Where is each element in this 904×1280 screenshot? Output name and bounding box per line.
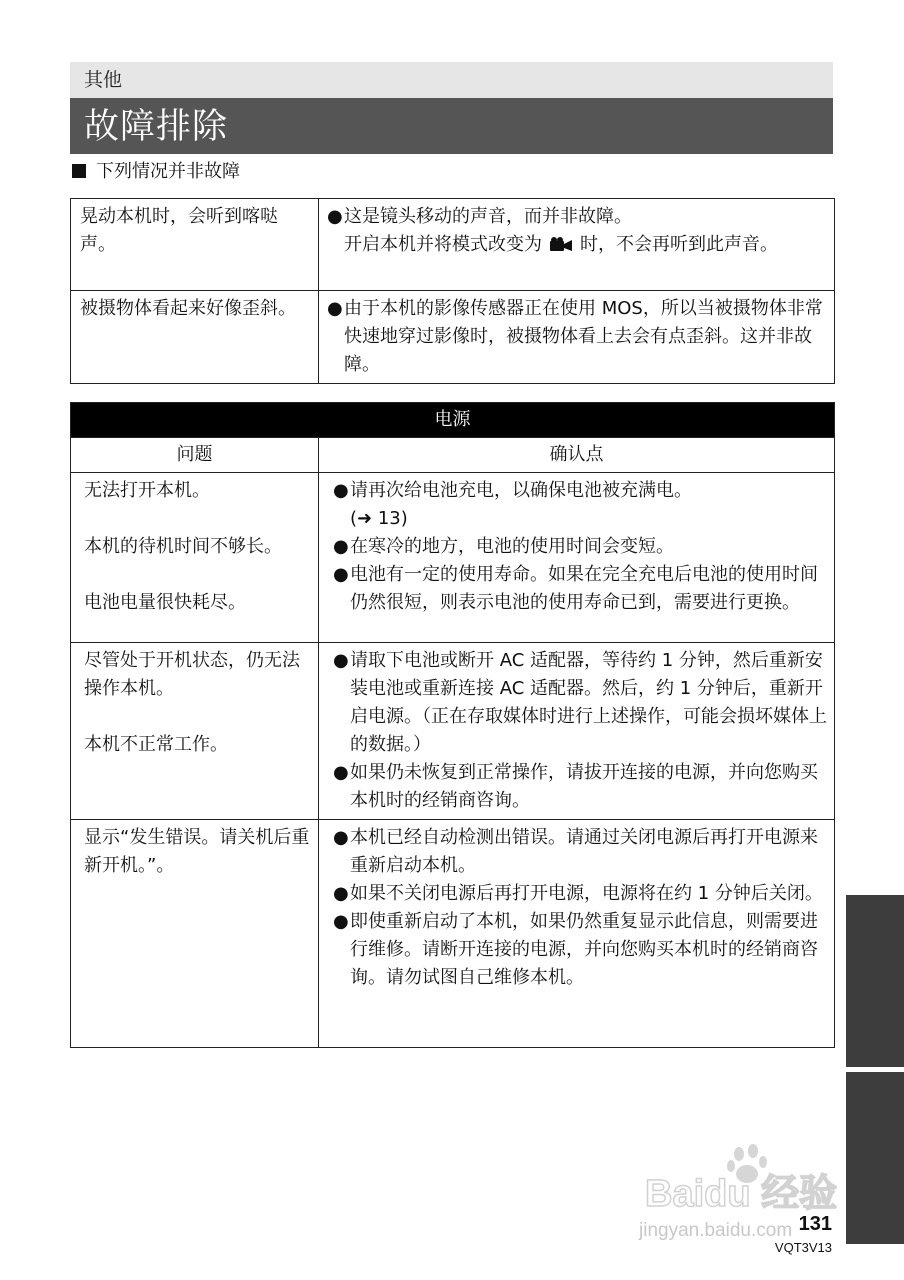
bullet-icon: ●: [333, 650, 349, 671]
question-cell: [71, 643, 319, 820]
answer-cell: [319, 291, 835, 384]
answer-text: 由于本机的影像传感器正在使用 MOS，所以当被摄物体非常快速地穿过影像时，被摄物体看上去会有点歪斜。这并非故障。: [344, 298, 823, 375]
table-row: [71, 291, 835, 384]
bullet-icon: ●: [333, 827, 349, 848]
list-item: [333, 533, 828, 561]
bullet-icon: ●: [333, 762, 349, 783]
list-item: [333, 477, 828, 533]
subheading-text: 下列情况并非故障: [96, 161, 240, 182]
column-header-check: 确认点: [319, 438, 835, 473]
list-item: [333, 647, 828, 759]
question-text: 无法打开本机。: [84, 480, 210, 501]
page-number: 131: [798, 1213, 832, 1235]
answer-text: 在寒冷的地方，电池的使用时间会变短。: [350, 536, 674, 557]
column-header-question: 问题: [71, 438, 319, 473]
list-item: [333, 759, 828, 815]
table-row: [71, 820, 835, 1048]
answer-text: 开启本机并将模式改变为: [344, 234, 542, 255]
list-item: [333, 824, 828, 880]
answer-text: 如果仍未恢复到正常操作，请拔开连接的电源，并向您购买本机时的经销商咨询。: [350, 762, 818, 811]
answer-cell: [319, 643, 835, 820]
answer-text: 即使重新启动了本机，如果仍然重复显示此信息，则需要进行维修。请断开连接的电源，并向您购买本机时的经销商咨询。请勿试图自己维修本机。: [350, 911, 818, 988]
bullet-icon: ●: [333, 536, 349, 557]
question-text: 显示“发生错误。请关机后重新开机。”。: [84, 827, 310, 876]
video-camera-icon: [550, 237, 572, 251]
bullet-icon: ●: [333, 480, 349, 501]
square-bullet-icon: [72, 164, 86, 178]
watermark-brand: Baidu 经验: [645, 1173, 838, 1215]
question-text: 电池电量很快耗尽。: [84, 592, 246, 613]
question-cell: 晃动本机时，会听到喀哒声。: [71, 199, 319, 291]
table-row: [71, 473, 835, 643]
question-cell: 被摄物体看起来好像歪斜。: [71, 291, 319, 384]
answer-text: 时，不会再听到此声音。: [580, 234, 778, 255]
bullet-icon: ●: [333, 911, 349, 932]
answer-cell: [319, 473, 835, 643]
not-faults-table: [70, 198, 835, 384]
question-cell: [71, 820, 319, 1048]
list-item: [333, 880, 828, 908]
side-tab: [846, 895, 904, 1067]
list-item: [327, 295, 828, 379]
section-label: 其他: [70, 62, 833, 98]
list-item: [327, 203, 828, 259]
question-text: 尽管处于开机状态，仍无法操作本机。: [84, 650, 300, 699]
table-row: [71, 643, 835, 820]
power-table-heading: 电源: [71, 403, 835, 438]
answer-cell: [319, 820, 835, 1048]
watermark-url: jingyan.baidu.com: [639, 1220, 793, 1240]
list-item: [333, 908, 828, 992]
answer-text: 请再次给电池充电，以确保电池被充满电。: [350, 480, 692, 501]
bullet-icon: ●: [333, 564, 349, 585]
bullet-icon: ●: [333, 883, 349, 904]
question-text: 本机的待机时间不够长。: [84, 536, 282, 557]
subheading: [72, 160, 240, 184]
bullet-icon: ●: [327, 206, 343, 227]
list-item: [333, 561, 828, 617]
answer-text: 本机已经自动检测出错误。请通过关闭电源后再打开电源来重新启动本机。: [350, 827, 818, 876]
bullet-icon: ●: [327, 298, 343, 319]
page-reference: (➜ 13): [350, 508, 408, 529]
document-code: VQT3V13: [774, 1240, 832, 1255]
answer-cell: [319, 199, 835, 291]
answer-text: 如果不关闭电源后再打开电源，电源将在约 1 分钟后关闭。: [350, 883, 823, 904]
table-row: [71, 199, 835, 291]
answer-text: 请取下电池或断开 AC 适配器，等待约 1 分钟，然后重新安装电池或重新连接 AC 适配器。然后，约 1 分钟后，重新开启电源。（正在存取媒体时进行上述操作，可能会损坏媒体上的数据。）: [350, 650, 827, 755]
answer-text: 这是镜头移动的声音，而并非故障。: [344, 206, 632, 227]
power-table: [70, 402, 835, 1048]
question-text: 本机不正常工作。: [84, 734, 228, 755]
question-cell: [71, 473, 319, 643]
page-title: 故障排除: [70, 98, 833, 154]
answer-text: 电池有一定的使用寿命。如果在完全充电后电池的使用时间仍然很短，则表示电池的使用寿命已到，需要进行更换。: [350, 564, 818, 613]
side-tab: [846, 1072, 904, 1244]
